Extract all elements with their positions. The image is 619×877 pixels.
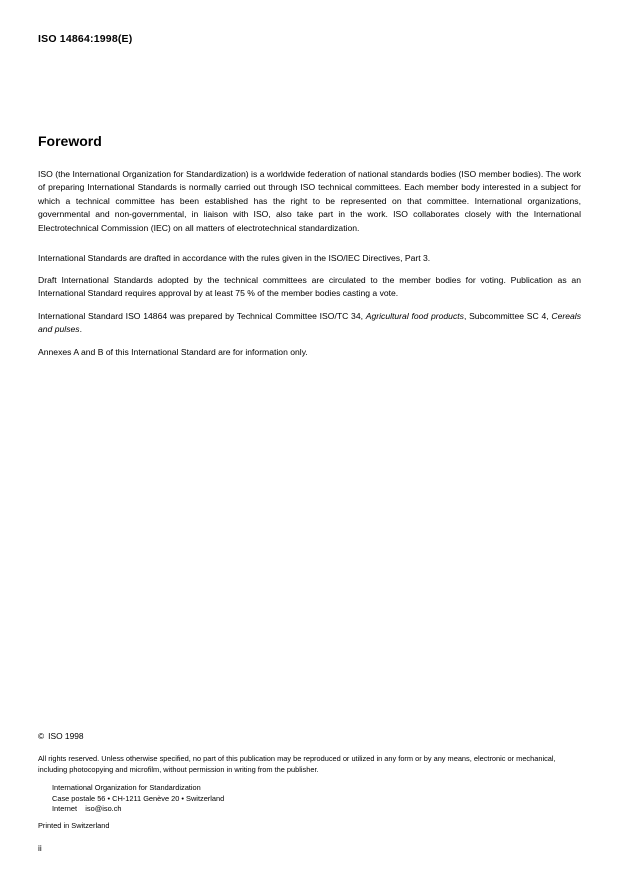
foreword-paragraph-4	[38, 310, 581, 337]
foreword-heading: Foreword	[38, 133, 102, 149]
paragraph-4-text-mid: , Subcommittee SC 4,	[463, 311, 552, 321]
paragraph-4-italic-subcommittee: Cereals and pulses	[38, 311, 581, 335]
copyright-line	[38, 730, 581, 742]
copyright-icon: ©	[38, 731, 45, 741]
paragraph-4-italic-committee: Agricultural food products	[365, 311, 464, 321]
publisher-address-block	[52, 783, 581, 815]
standard-reference-header: ISO 14864:1998(E)	[38, 33, 133, 45]
publisher-postal-address: Case postale 56 • CH-1211 Genève 20 • Switzerland	[52, 793, 225, 803]
rights-statement: All rights reserved. Unless otherwise specified, no part of this publication may be reproduced or utilized in any form or by any means, electronic or mechanical, including photocopying and microfilm, without permission in writing from the publisher.	[38, 754, 556, 774]
paragraph-4-text-pre: International Standard ISO 14864 was prepared by Technical Committee ISO/TC 34,	[38, 311, 366, 321]
copyright-text: ISO 1998	[48, 731, 84, 741]
printed-in-line: Printed in Switzerland	[38, 820, 110, 830]
foreword-paragraph-2: International Standards are drafted in accordance with the rules given in the ISO/IEC Directives, Part 3.	[38, 253, 431, 263]
publisher-internet: Internet iso@iso.ch	[52, 804, 122, 814]
page-number: ii	[38, 843, 42, 853]
foreword-paragraph-5: Annexes A and B of this International Standard are for information only.	[38, 347, 308, 357]
publisher-organization: International Organization for Standardization	[52, 783, 201, 793]
foreword-paragraph-1: ISO (the International Organization for Standardization) is a worldwide federation of national standards bodies (ISO member bodies). The work of preparing International Standards is normally carried out through ISO technical committees. Each member body interested in a subject for which a technical committee has been established has the right to be represented on that committee. International organizations, governmental and non-governmental, in liaison with ISO, also take part in the work. ISO collaborates closely with the International Electrotechnical Commission (IEC) on all matters of electrotechnical standardization.	[38, 169, 581, 233]
paragraph-4-text-post: .	[79, 324, 82, 335]
page-footer	[38, 730, 581, 832]
foreword-paragraph-3: Draft International Standards adopted by the technical committees are circulated to the member bodies for voting. Publication as an International Standard requires approval by at least 75 % of the member bodies casting a vote.	[38, 275, 581, 299]
